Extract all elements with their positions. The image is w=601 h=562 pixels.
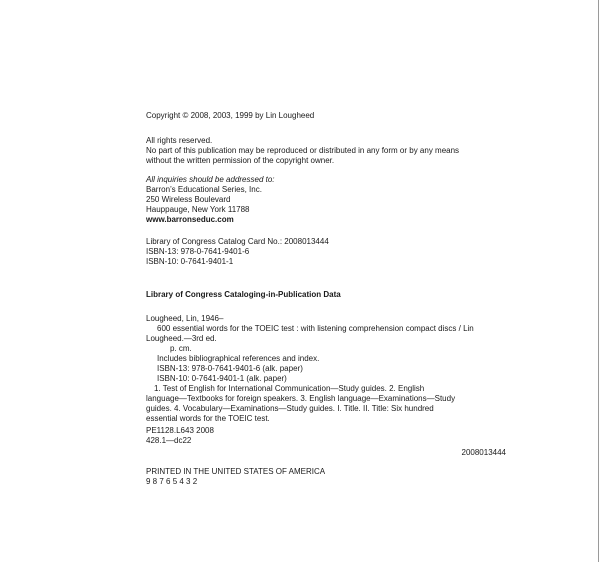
cip-record bbox=[146, 314, 506, 424]
cip-subjects-line-4: essential words for the TOEIC test. bbox=[146, 414, 270, 423]
cip-author: Lougheed, Lin, 1946– bbox=[146, 314, 224, 323]
cip-isbn13: ISBN-13: 978-0-7641-9401-6 (alk. paper) bbox=[157, 364, 303, 373]
publisher-block bbox=[146, 175, 506, 225]
cip-heading-block bbox=[146, 290, 506, 300]
printed-in-line: PRINTED IN THE UNITED STATES OF AMERICA bbox=[146, 467, 326, 476]
catalog-isbn13: ISBN-13: 978-0-7641-9401-6 bbox=[146, 247, 250, 256]
cip-lccn: 2008013444 bbox=[461, 448, 506, 457]
rights-line-3: without the written permission of the copyright owner. bbox=[146, 156, 335, 165]
cip-subjects-line-2: language—Textbooks for foreign speakers. 3. English language—Examinations—Study bbox=[146, 394, 456, 403]
copyright-line: Copyright © 2008, 2003, 1999 by Lin Lougheed bbox=[146, 111, 315, 120]
cip-subjects-line-1: 1. Test of English for International Communication—Study guides. 2. English bbox=[154, 384, 425, 393]
cip-heading: Library of Congress Cataloging-in-Publication Data bbox=[146, 290, 341, 299]
catalog-card-number: Library of Congress Catalog Card No.: 2008013444 bbox=[146, 237, 329, 246]
cip-isbn10: ISBN-10: 0-7641-9401-1 (alk. paper) bbox=[157, 374, 287, 383]
cip-title-line-2: Lougheed.—3rd ed. bbox=[146, 334, 217, 343]
printing-block bbox=[146, 467, 506, 487]
publisher-website: www.barronseduc.com bbox=[146, 215, 234, 224]
cip-pcm: p. cm. bbox=[170, 344, 192, 353]
lccn-block bbox=[146, 448, 506, 458]
cip-subjects-line-3: guides. 4. Vocabulary—Examinations—Study guides. I. Title. II. Title: Six hundred bbox=[146, 404, 434, 413]
rights-line-2: No part of this publication may be reproduced or distributed in any form or by any means bbox=[146, 146, 460, 155]
call-number-block bbox=[146, 426, 506, 446]
print-line-numbers: 9 8 7 6 5 4 3 2 bbox=[146, 477, 198, 486]
catalog-block bbox=[146, 237, 506, 267]
rights-line-1: All rights reserved. bbox=[146, 136, 213, 145]
cip-dewey: 428.1—dc22 bbox=[146, 436, 192, 445]
publisher-city: Hauppauge, New York 11788 bbox=[146, 205, 250, 214]
cip-includes: Includes bibliographical references and index. bbox=[157, 354, 320, 363]
cip-call-number: PE1128.L643 2008 bbox=[146, 426, 214, 435]
cip-title-line-1: 600 essential words for the TOEIC test : with listening comprehension compact discs / Lin bbox=[157, 324, 474, 333]
catalog-isbn10: ISBN-10: 0-7641-9401-1 bbox=[146, 257, 234, 266]
rights-block bbox=[146, 136, 506, 166]
publisher-street: 250 Wireless Boulevard bbox=[146, 195, 231, 204]
inquiries-line: All inquiries should be addressed to: bbox=[146, 175, 275, 184]
publisher-name: Barron’s Educational Series, Inc. bbox=[146, 185, 262, 194]
page-edge-line bbox=[598, 0, 599, 562]
copyright-block bbox=[146, 111, 506, 121]
